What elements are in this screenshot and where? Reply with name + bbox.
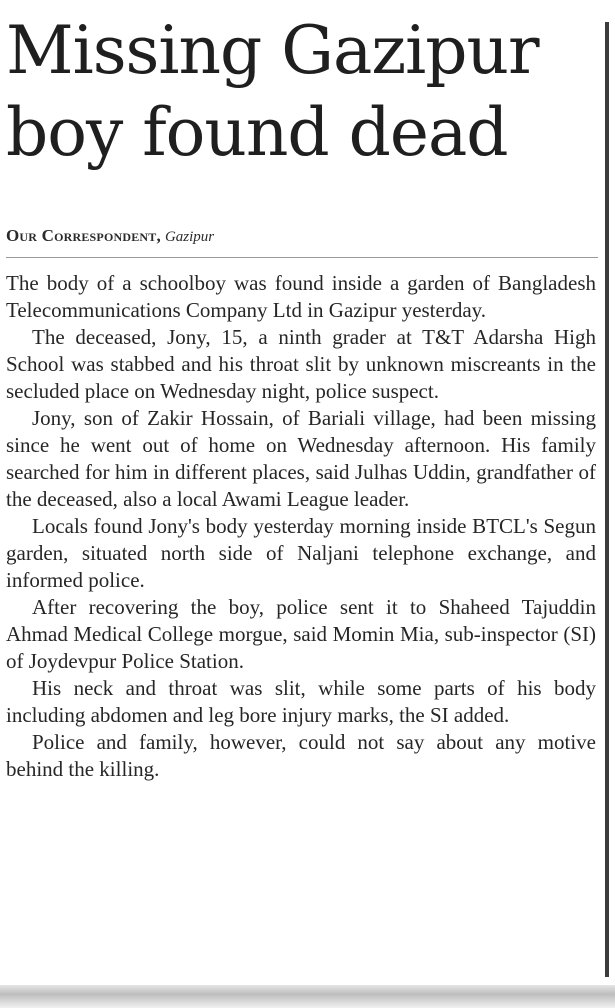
column-rule — [605, 22, 609, 977]
byline-place: Gazipur — [164, 229, 215, 245]
paragraph: After recovering the boy, police sent it to Shaheed Tajuddin Ahmad Medical College morgue, said Momin Mia, sub-inspector (SI) of Joydevpur Police Station. — [6, 595, 596, 673]
article-body — [6, 270, 596, 783]
byline — [6, 226, 214, 247]
paragraph: His neck and throat was slit, while some parts of his body including abdomen and leg bore injury marks, the SI added. — [6, 676, 596, 727]
page-edge-shadow — [0, 985, 615, 1008]
paragraph: The body of a schoolboy was found inside a garden of Bangladesh Telecommunications Company Ltd in Gazipur yesterday. — [6, 271, 596, 322]
byline-divider — [6, 257, 598, 258]
headline: Missing Gazipur boy found dead — [6, 12, 539, 171]
byline-author: Our Correspondent, — [6, 226, 161, 245]
paragraph: Jony, son of Zakir Hossain, of Bariali village, had been missing since he went out of home on Wednesday afternoon. His family searched for him in different places, said Julhas Uddin, grandfather of the deceased, also a local Awami League leader. — [6, 406, 596, 511]
paragraph: The deceased, Jony, 15, a ninth grader at T&T Adarsha High School was stabbed and his throat slit by unknown miscreants in the secluded place on Wednesday night, police suspect. — [6, 325, 596, 403]
paragraph: Police and family, however, could not say about any motive behind the killing. — [6, 730, 596, 781]
paragraph: Locals found Jony's body yesterday morning inside BTCL's Segun garden, situated north side of Naljani telephone exchange, and informed police. — [6, 514, 596, 592]
